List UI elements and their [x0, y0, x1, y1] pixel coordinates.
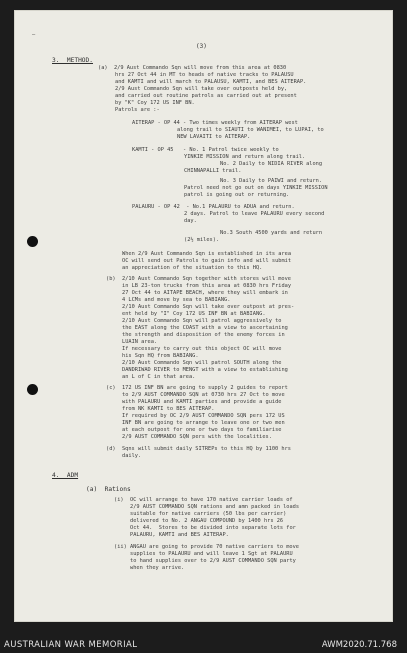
text-line: at each outpost for one or two days to familiarise	[122, 427, 282, 433]
reference-number: AWM2020.71.768	[321, 640, 397, 650]
section-heading-method: 3. METHOD.	[52, 57, 93, 64]
text-line: and KAMTI and will march to PALAUSU, KAMTI, and BES AITERAP.	[115, 79, 307, 85]
corner-mark: —	[32, 32, 36, 38]
text-line: and carried out routine patrols as carried out at present	[115, 93, 297, 99]
text-line: PALAURU - OP 42 - No.1 PALAURU to ADUA and return.	[132, 204, 295, 210]
text-line: in LB 23-ton trucks from this area at 0830 hrs Friday	[122, 283, 292, 289]
text-line: the EAST along the COAST with a view to ascertaining	[122, 325, 288, 331]
punch-hole	[27, 236, 38, 247]
text-line: his Sqn HQ from BABIANG.	[122, 353, 199, 359]
section-heading-adm: 4. ADM	[52, 472, 79, 479]
text-line: hrs 27 Oct 44 in MT to heads of native tracks to PALAUSU	[115, 72, 294, 78]
text-line: PALAURU, KAMTI and BES AITERAP.	[130, 532, 229, 538]
text-line: (b) 2/10 Aust Commando Sqn together with stores will move	[106, 276, 291, 282]
text-line: delivered to No. 2 ANGAU COMPOUND by 1400 hrs 26	[130, 518, 284, 524]
text-line: DANDRIWAD RIVER to MENGT with a view to establishing	[122, 367, 288, 373]
text-line: to 2/9 AUST COMMANDO SQN at 0730 hrs 27 Oct to move	[122, 392, 285, 398]
text-line: an L of C in that area.	[122, 374, 196, 380]
text-line: (c) 172 US INF BN are going to supply 2 guides to report	[106, 385, 288, 391]
text-line: AITERAP - OP 44 - Two times weekly from AITERAP west	[132, 120, 298, 126]
text-line: Patrols are :-	[115, 107, 160, 113]
text-line: (2½ miles).	[184, 237, 220, 243]
institution-label: AUSTRALIAN WAR MEMORIAL	[4, 640, 138, 650]
text-line: OC will send out Patrols to gain info and will submit	[122, 258, 292, 264]
text-line: by "K" Coy 172 US INF BN.	[115, 100, 195, 106]
archive-footer	[0, 622, 407, 653]
text-line: 2/9 AUST COMMANDO SQN pers with the localities.	[122, 434, 272, 440]
text-line: When 2/9 Aust Commando Sqn is established in its area	[122, 251, 292, 257]
text-line: If required by OC 2/9 AUST COMMANDO SQN pers 172 US	[122, 413, 285, 419]
text-line: CHINNAPALLI trail.	[184, 168, 242, 174]
text-line: (a) 2/9 Aust Commando Sqn will move from this area at 0830	[98, 65, 287, 71]
text-line: KAMTI - OP 45 - No. 1 Patrol twice weekly to	[132, 147, 279, 153]
text-line: an appreciation of the situation to this HQ.	[122, 265, 263, 271]
text-line: along trail to SIAUTI to WANIMEI, to LUPAI, to	[177, 127, 324, 133]
text-line: 2/9 Aust Commando Sqn will take over outposts held by,	[115, 86, 288, 92]
text-line: No. 3 Daily to PAIWI and return.	[220, 178, 323, 184]
text-line: Patrol need not go out on days YINKIE MISSION	[184, 185, 328, 191]
text-line: INF BN are going to arrange to leave one or two men	[122, 420, 285, 426]
text-line: 2/10 Aust Commando Sqn will take over outpost at pres-	[122, 304, 295, 310]
text-line: No. 2 Daily to NIDIA RIVER along	[220, 161, 323, 167]
text-line: supplies to PALAURU and will leave 1 Sgt at PALAURU	[130, 551, 293, 557]
text-line: (d) Sqns will submit daily SITREPs to this HQ by 1100 hrs	[106, 446, 291, 452]
text-line: 27 Oct 44 to AITAPE BEACH, where they will embark in	[122, 290, 288, 296]
page-number: (3)	[196, 43, 207, 50]
text-line: 2/9 AUST COMMANDO SQN rations and amn packed in loads	[130, 504, 300, 510]
text-line: to hand supplies over to 2/9 AUST COMMANDO SQN party	[130, 558, 296, 564]
text-line: day.	[184, 218, 197, 224]
text-line: when they arrive.	[130, 565, 185, 571]
text-line: suitable for native carriers (50 lbs per carrier)	[130, 511, 287, 517]
text-line: 2/10 Aust Commando Sqn will patrol aggressively to	[122, 318, 282, 324]
text-line: 2/10 Aust Commando Sqn will patrol SOUTH along the	[122, 360, 282, 366]
text-line: YINKIE MISSION and return along trail.	[184, 154, 306, 160]
text-line: with PALAURU and KAMTI parties and provide a guide	[122, 399, 282, 405]
document-page	[14, 10, 393, 622]
text-line: (ii) ANGAU are going to provide 70 native carriers to move	[114, 544, 299, 550]
text-line: Oct 44. Stores to be divided into separate lots for	[130, 525, 296, 531]
text-line: daily.	[122, 453, 142, 459]
text-line: If necessary to carry out this object OC will move	[122, 346, 282, 352]
subheading-rations: (a) Rations	[86, 486, 131, 493]
text-line: (i) OC will arrange to have 170 native carrier loads of	[114, 497, 293, 503]
text-line: 4 LCMs and move by sea to BABIANG.	[122, 297, 231, 303]
text-line: from NK KAMTI to BES AITERAP.	[122, 406, 215, 412]
text-line: No.3 South 4500 yards and return	[220, 230, 323, 236]
text-line: the strength and disposition of the enemy forces in	[122, 332, 285, 338]
text-line: ent held by "I" Coy 172 US INF BN at BABIANG.	[122, 311, 266, 317]
punch-hole	[27, 384, 38, 395]
text-line: LUAIN area.	[122, 339, 158, 345]
text-line: 2 days. Patrol to leave PALAURU every second	[184, 211, 325, 217]
text-line: NEW LAVAITI to AITERAP.	[177, 134, 251, 140]
text-line: patrol is going out or returning.	[184, 192, 290, 198]
